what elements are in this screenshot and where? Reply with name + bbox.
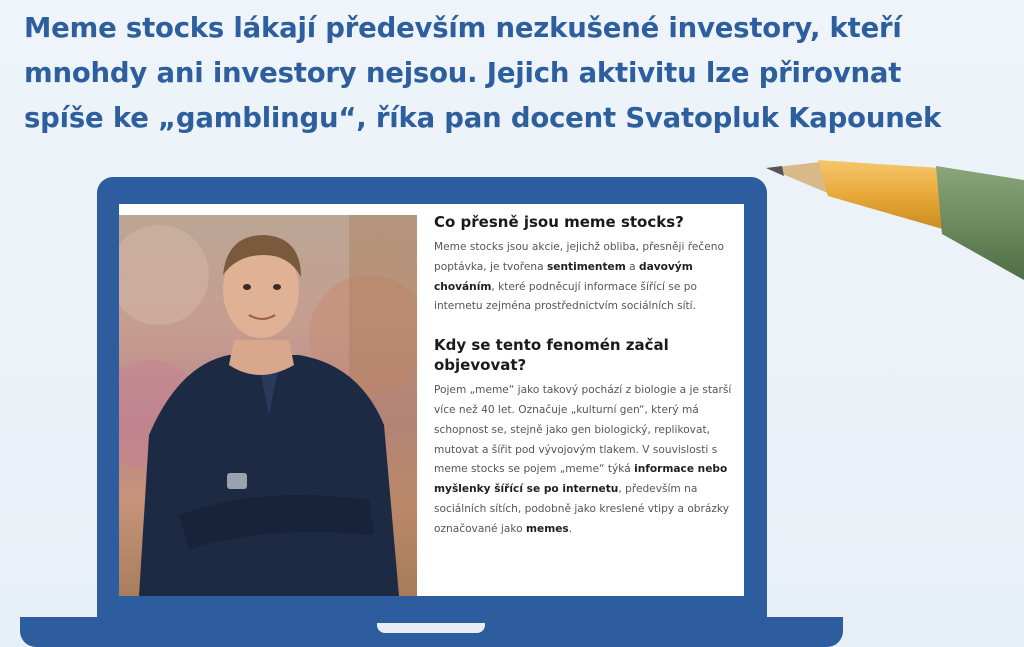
laptop-notch: [377, 623, 485, 633]
p1-text-3: , které podněcují informace šířící se po internetu zejména prostřednictvím sociálních sítí.: [434, 280, 697, 313]
p1-bold-2: davovým chováním: [434, 260, 693, 293]
p2-text-3: .: [568, 522, 573, 535]
article-heading-2: Kdy se tento fenomén začal objevovat?: [434, 336, 669, 375]
article-content: [434, 212, 734, 540]
man-portrait-image: [119, 215, 417, 596]
article-heading-1: Co přesně jsou meme stocks?: [434, 213, 684, 231]
headline-line-2: mnohdy ani investory nejsou. Jejich aktivitu lze přirovnat: [24, 57, 902, 89]
pencil-icon: [760, 150, 1024, 290]
p2-text-2: , především na sociálních sítích, podobně jako kreslené vtipy a obrázky označované jako: [434, 483, 729, 535]
article-paragraph-1: [434, 238, 734, 317]
p1-text-2: a: [625, 260, 639, 273]
p2-bold-2: memes: [525, 522, 569, 535]
article-paragraph-2: [434, 381, 734, 539]
headline: [24, 6, 994, 141]
p1-text-1: Meme stocks jsou akcie, jejichž obliba, přesněji řečeno poptávka, je tvořena: [434, 241, 724, 273]
portrait-photo: [119, 215, 417, 596]
headline-line-1: Meme stocks lákají především nezkušené investory, kteří: [24, 12, 902, 44]
p1-bold-1: sentimentem: [546, 260, 626, 273]
p2-bold-1: informace nebo myšlenky šířící se po internetu: [434, 463, 728, 496]
headline-line-3: spíše ke „gamblingu“, říka pan docent Svatopluk Kapounek: [24, 102, 942, 134]
laptop-screen: [119, 204, 744, 596]
p2-text-1: Pojem „meme“ jako takový pochází z biologie a je starší více než 40 let. Označuje „kulturní gen“, který má schopnost se, stejně jako gen biologický, replikovat, mutovat a šířit pod vývojovým tlakem. V souvislosti s meme stocks se pojem „meme“ týká: [434, 384, 732, 476]
